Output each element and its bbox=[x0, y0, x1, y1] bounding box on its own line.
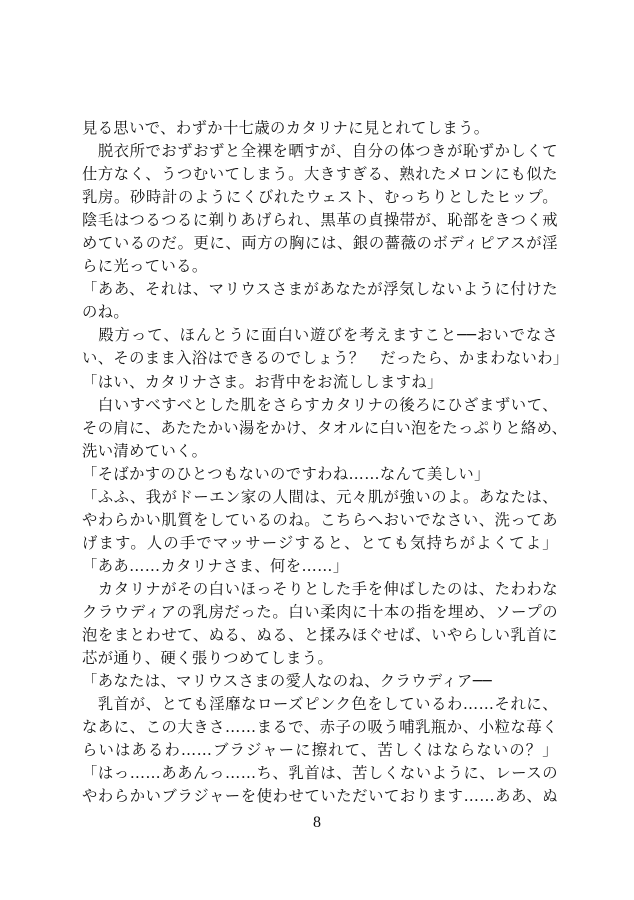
text-line: 仕方なく、うつむいてしまう。大きすぎる、熟れたメロンにも似た bbox=[82, 165, 558, 184]
text-line: 「そばかすのひとつもないのですわね……なんて美しい」 bbox=[82, 464, 490, 483]
text-line: 乳房。砂時計のようにくびれたウェスト、むっちりとしたヒップ。 bbox=[82, 188, 558, 207]
text-line: 白いすべすべとした肌をさらすカタリナの後ろにひざまずいて、 bbox=[82, 395, 558, 414]
text-line: なあに、この大きさ……まるで、赤子の吸う哺乳瓶か、小粒な苺く bbox=[82, 718, 558, 737]
text-line: 見る思いで、わずか十七歳のカタリナに見とれてしまう。 bbox=[82, 119, 490, 137]
page-number: 8 bbox=[313, 814, 321, 831]
text-line: のね。 bbox=[82, 303, 130, 322]
text-line: 「はっ……ああんっ……ち、乳首は、苦しくないように、レースの bbox=[82, 764, 558, 783]
text-line: 陰毛はつるつるに剃りあげられ、黒革の貞操帯が、恥部をきつく戒 bbox=[82, 211, 558, 230]
text-line: クラウディアの乳房だった。白い柔肉に十本の指を埋め、ソープの bbox=[82, 602, 558, 621]
text-line: 洗い清めていく。 bbox=[82, 441, 208, 460]
text-line: 芯が通り、硬く張りつめてしまう。 bbox=[82, 649, 334, 668]
text-line: 「ふふ、我がドーエン家の人間は、元々肌が強いのよ。あなたは、 bbox=[82, 487, 558, 506]
text-line: 泡をまとわせて、ぬる、ぬる、と揉みほぐせば、いやらしい乳首に bbox=[82, 626, 558, 645]
text-line: らに光っている。 bbox=[82, 257, 208, 276]
text-line: 「ああ……カタリナさま、何を……」 bbox=[82, 556, 349, 575]
text-line: その肩に、あたたかい湯をかけ、タオルに白い泡をたっぷりと絡め、 bbox=[82, 418, 568, 437]
text-line: カタリナがその白いほっそりとした手を伸ばしたのは、たわわな bbox=[82, 579, 558, 598]
body-text bbox=[82, 117, 569, 808]
text-line: やわらかいブラジャーを使わせていただいております……ああ、ぬ bbox=[82, 787, 558, 806]
text-line: 乳首が、とても淫靡なローズピンク色をしているわ……それに、 bbox=[82, 695, 558, 714]
text-line: めているのだ。更に、両方の胸には、銀の薔薇のボディピアスが淫 bbox=[82, 234, 558, 253]
text-line: 殿方って、ほんとうに面白い遊びを考えますこと──おいでなさ bbox=[82, 326, 558, 345]
text-line: 「はい、カタリナさま。お背中をお流ししますね」 bbox=[82, 372, 443, 391]
text-line: らいはあるわ……ブラジャーに擦れて、苦しくはならないの？」 bbox=[82, 741, 558, 760]
text-line: やわらかい肌質をしているのね。こちらへおいでなさい、洗ってあ bbox=[82, 510, 558, 529]
text-line: 脱衣所でおずおずと全裸を晒すが、自分の体つきが恥ずかしくて bbox=[82, 142, 558, 161]
text-line: 「あなたは、マリウスさまの愛人なのね、クラウディア── bbox=[82, 672, 492, 691]
text-line: げます。人の手でマッサージすると、とても気持ちがよくてよ」 bbox=[82, 533, 558, 552]
text-line: い、そのまま入浴はできるのでしょう？ だったら、かまわないわ」 bbox=[82, 349, 569, 368]
text-line: 「ああ、それは、マリウスさまがあなたが浮気しないように付けた bbox=[82, 280, 558, 299]
